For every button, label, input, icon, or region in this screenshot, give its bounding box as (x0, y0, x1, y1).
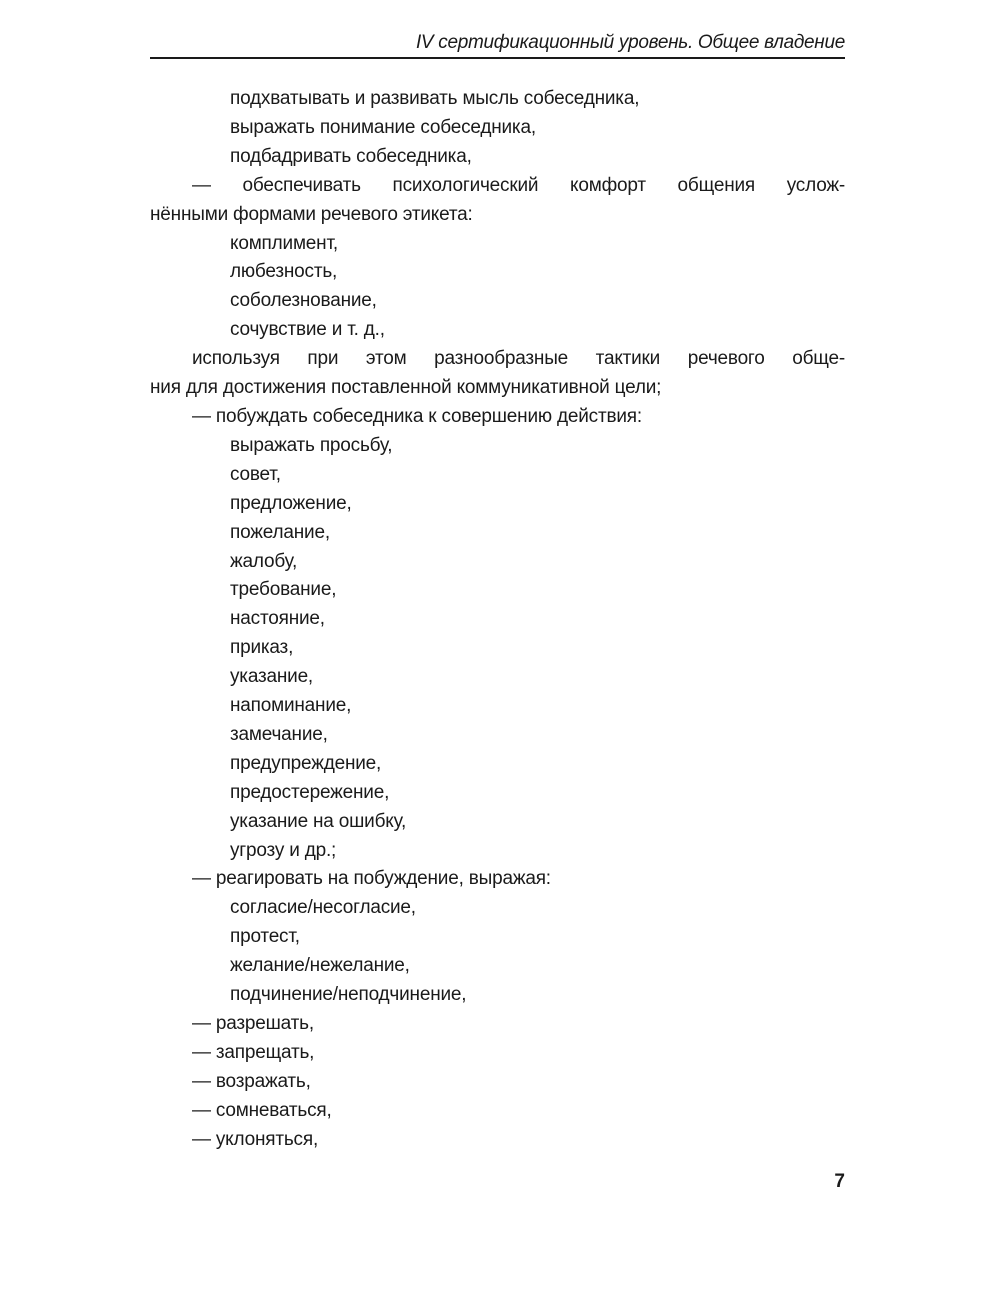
list-item: подхватывать и развивать мысль собеседника, (230, 88, 640, 109)
list-item: протест, (230, 926, 300, 948)
list-item: указание на ошибку, (230, 810, 407, 832)
list-item: согласие/несогласие, (230, 897, 416, 919)
list-item: любезность, (230, 261, 338, 283)
dash-item: — побуждать собеседника к совершению действия: (192, 405, 642, 427)
list-item: подбадривать собеседника, (230, 145, 472, 167)
dash-item: — сомневаться, (192, 1099, 332, 1121)
list-item: выражать понимание собеседника, (230, 116, 536, 138)
list-item: указание, (230, 666, 314, 688)
dash-item: — уклоняться, (192, 1128, 319, 1150)
list-item: пожелание, (230, 521, 330, 543)
paragraph-line: нёнными формами речевого этикета: (150, 203, 473, 225)
list-item: выражать просьбу, (230, 434, 393, 456)
list-item: жалобу, (230, 550, 298, 572)
dash-item: — возражать, (192, 1070, 311, 1092)
list-item: требование, (230, 579, 337, 601)
header-rule (150, 57, 845, 59)
list-item: замечание, (230, 723, 328, 745)
running-header: IV сертификационный уровень. Общее владение (415, 32, 845, 53)
list-item: предостережение, (230, 781, 390, 803)
list-item: совет, (230, 463, 281, 485)
page-number: 7 (834, 1171, 845, 1192)
list-item: подчинение/неподчинение, (230, 984, 467, 1006)
list-item: предложение, (230, 492, 352, 514)
list-item: предупреждение, (230, 752, 382, 774)
paragraph-line: используя при этом разнообразные тактики речевого обще- (192, 348, 845, 370)
list-item: соболезнование, (230, 290, 377, 312)
dash-item: — разрешать, (192, 1013, 314, 1034)
dash-item: — запрещать, (192, 1041, 315, 1063)
list-item: приказ, (230, 637, 294, 659)
dash-item: — реагировать на побуждение, выражая: (192, 868, 551, 890)
paragraph-line: — обеспечивать психологический комфорт общения услож- (192, 174, 845, 196)
list-item: комплимент, (230, 232, 338, 254)
list-item: настояние, (230, 608, 325, 630)
body-text (150, 85, 845, 1155)
list-item: напоминание, (230, 695, 352, 717)
list-item: сочувствие и т. д., (230, 319, 385, 341)
list-item: желание/нежелание, (230, 955, 410, 977)
paragraph-line: ния для достижения поставленной коммуникативной цели; (150, 377, 662, 399)
list-item: угрозу и др.; (230, 839, 337, 861)
